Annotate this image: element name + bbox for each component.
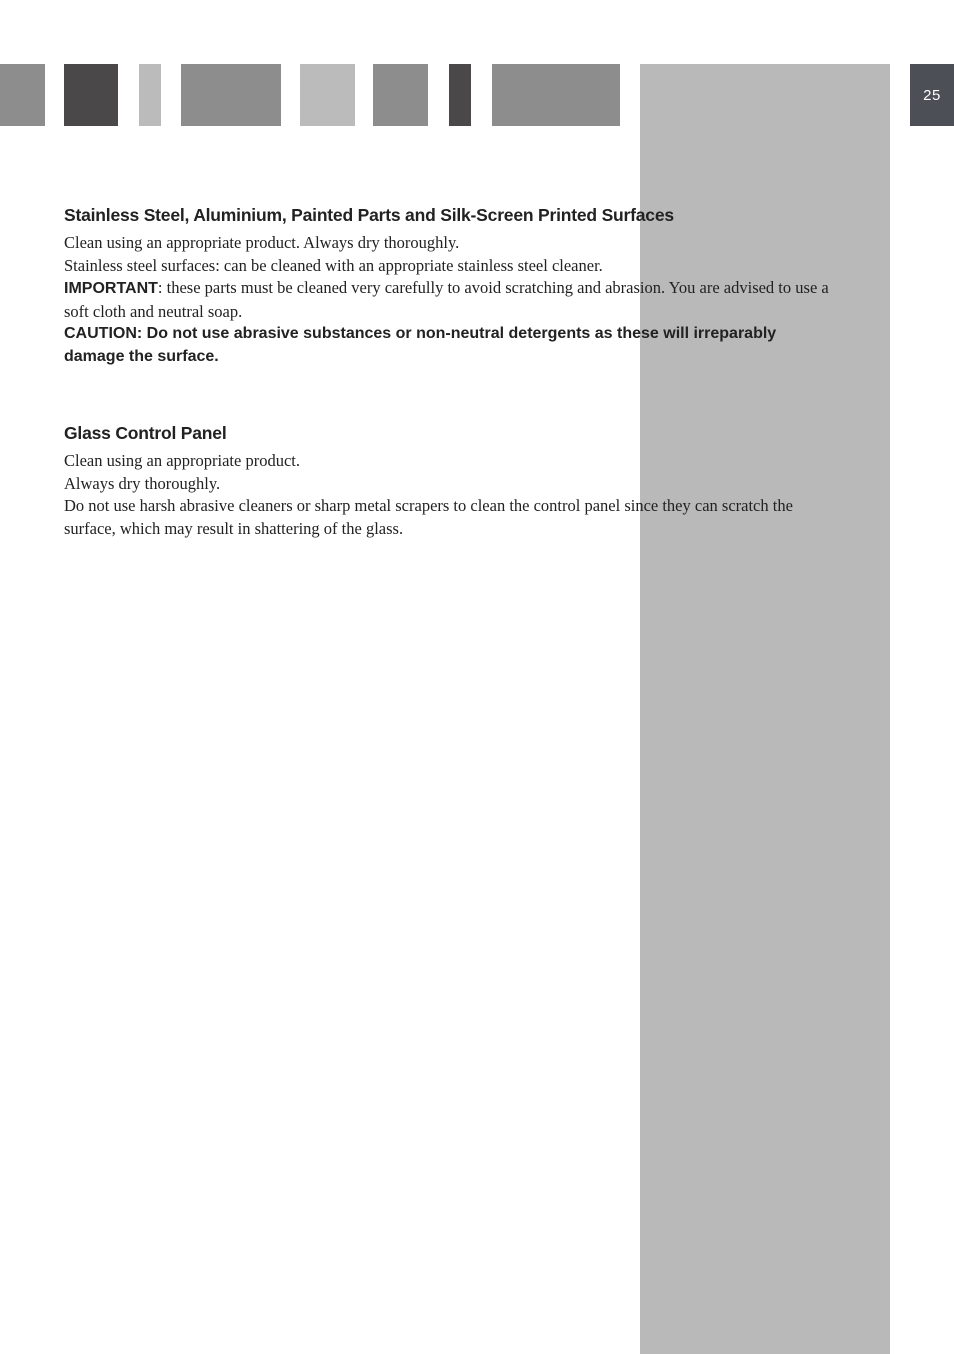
main-content bbox=[64, 202, 836, 540]
important-paragraph bbox=[64, 277, 836, 323]
header-block bbox=[300, 64, 355, 126]
header-block bbox=[373, 64, 428, 126]
header-block bbox=[492, 64, 620, 126]
header-block bbox=[181, 64, 281, 126]
section-title: Stainless Steel, Aluminium, Painted Parts and Silk-Screen Printed Surfaces bbox=[64, 205, 674, 225]
important-text: : these parts must be cleaned very carefully to avoid scratching and abrasion. You are advised to use a soft cloth and neutral soap. bbox=[64, 278, 829, 321]
paragraph: Clean using an appropriate product. bbox=[64, 451, 300, 470]
header-block bbox=[449, 64, 471, 126]
caution-paragraph: CAUTION: Do not use abrasive substances or non-neutral detergents as these will irreparably damage the surface. bbox=[64, 325, 777, 365]
paragraph: Do not use harsh abrasive cleaners or sharp metal scrapers to clean the control panel since they can scratch the surface, which may result in shattering of the glass. bbox=[64, 496, 793, 538]
page-number bbox=[910, 64, 954, 126]
paragraph: Stainless steel surfaces: can be cleaned with an appropriate stainless steel cleaner. bbox=[64, 255, 603, 275]
section-stainless bbox=[64, 202, 836, 368]
paragraph: Clean using an appropriate product. Always dry thoroughly. bbox=[64, 233, 460, 252]
section-title: Glass Control Panel bbox=[64, 423, 227, 443]
header-block bbox=[139, 64, 161, 126]
important-label: IMPORTANT bbox=[64, 280, 158, 297]
header-block bbox=[0, 64, 45, 126]
paragraph: Always dry thoroughly. bbox=[64, 473, 221, 493]
page-number-text: 25 bbox=[923, 86, 941, 104]
header-block bbox=[64, 64, 118, 126]
section-glass-panel bbox=[64, 420, 836, 540]
